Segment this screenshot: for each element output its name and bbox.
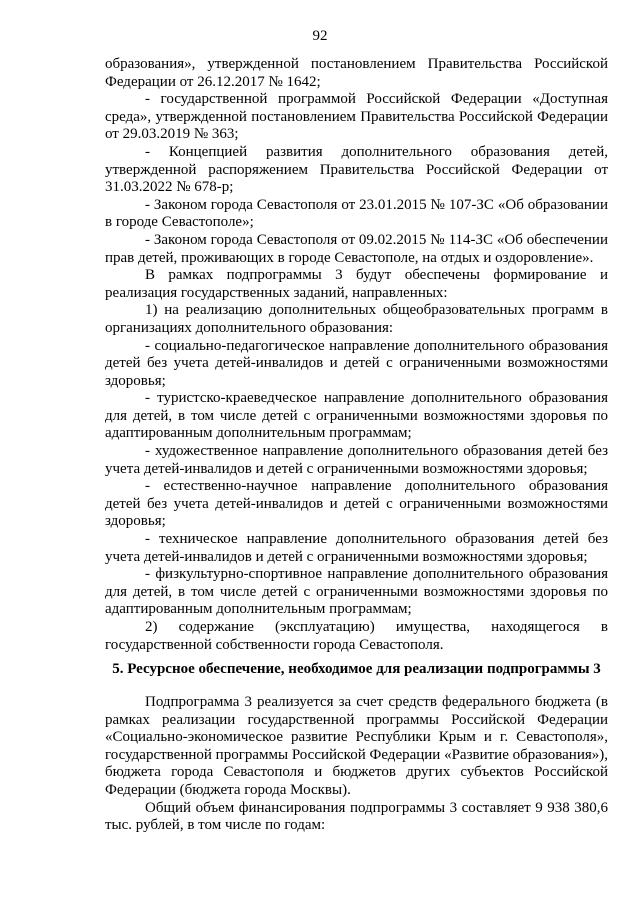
paragraph: 1) на реализацию дополнительных общеобразовательных программ в организациях дополнительного образования: <box>105 302 608 336</box>
paragraph: - техническое направление дополнительного образования детей без учета детей-инвалидов и детей с ограниченными возможностями здоровья; <box>105 531 608 565</box>
paragraph: - социально-педагогическое направление дополнительного образования детей без учета детей-инвалидов и детей с ограниченными возможностями здоровья; <box>105 337 608 389</box>
paragraph: Подпрограмма 3 реализуется за счет средств федерального бюджета (в рамках реализации государственной программы Российской Федерации «Социально-экономическое развитие Республики Крым и г. Севастополя», государственной программы Российской Федерации «Развитие образования»), бюджета города Севастополя и бюджетов других субъектов Российской Федерации (бюджета города Москвы). <box>105 694 608 798</box>
paragraph: - государственной программой Российской Федерации «Доступная среда», утвержденной постановлением Правительства Российской Федерации от 29.03.2019 № 363; <box>105 91 608 143</box>
paragraph: - Законом города Севастополя от 09.02.2015 № 114-ЗС «Об обеспечении прав детей, проживающих в городе Севастополе, на отдых и оздоровление». <box>105 231 608 266</box>
paragraph: Общий объем финансирования подпрограммы 3 составляет 9 938 380,6 тыс. рублей, в том числе по годам: <box>105 799 608 834</box>
paragraph: - Законом города Севастополя от 23.01.2015 № 107-ЗС «Об образовании в городе Севастополе»; <box>105 196 608 231</box>
paragraph: - туристско-краеведческое направление дополнительного образования для детей, в том числе детей с ограниченными возможностями здоровья по адаптированным дополнительным программам; <box>105 390 608 442</box>
paragraph: 2) содержание (эксплуатацию) имущества, находящегося в государственной собственности города Севастополя. <box>105 619 608 653</box>
section-heading: 5. Ресурсное обеспечение, необходимое для реализации подпрограммы 3 <box>112 661 601 677</box>
paragraph: - физкультурно-спортивное направление дополнительного образования для детей, в том числе детей с ограниченными возможностями здоровья по адаптированным дополнительным программам; <box>105 566 608 618</box>
paragraph: образования», утвержденной постановлением Правительства Российской Федерации от 26.12.2017 № 1642; <box>105 56 608 90</box>
paragraph: - Концепцией развития дополнительного образования детей, утвержденной распоряжением Правительства Российской Федерации от 31.03.2022 № 678-р; <box>105 143 608 196</box>
paragraph: - художественное направление дополнительного образования детей без учета детей-инвалидов и детей с ограниченными возможностями здоровья; <box>105 443 608 477</box>
body-text-section-4 <box>105 56 608 654</box>
body-text-section-5 <box>105 694 608 835</box>
page-number: 92 <box>312 28 328 44</box>
paragraph: В рамках подпрограммы 3 будут обеспечены формирование и реализация государственных заданий, направленных: <box>105 267 608 301</box>
paragraph: - естественно-научное направление дополнительного образования детей без учета детей-инвалидов и детей с ограниченными возможностями здоровья; <box>105 478 608 530</box>
